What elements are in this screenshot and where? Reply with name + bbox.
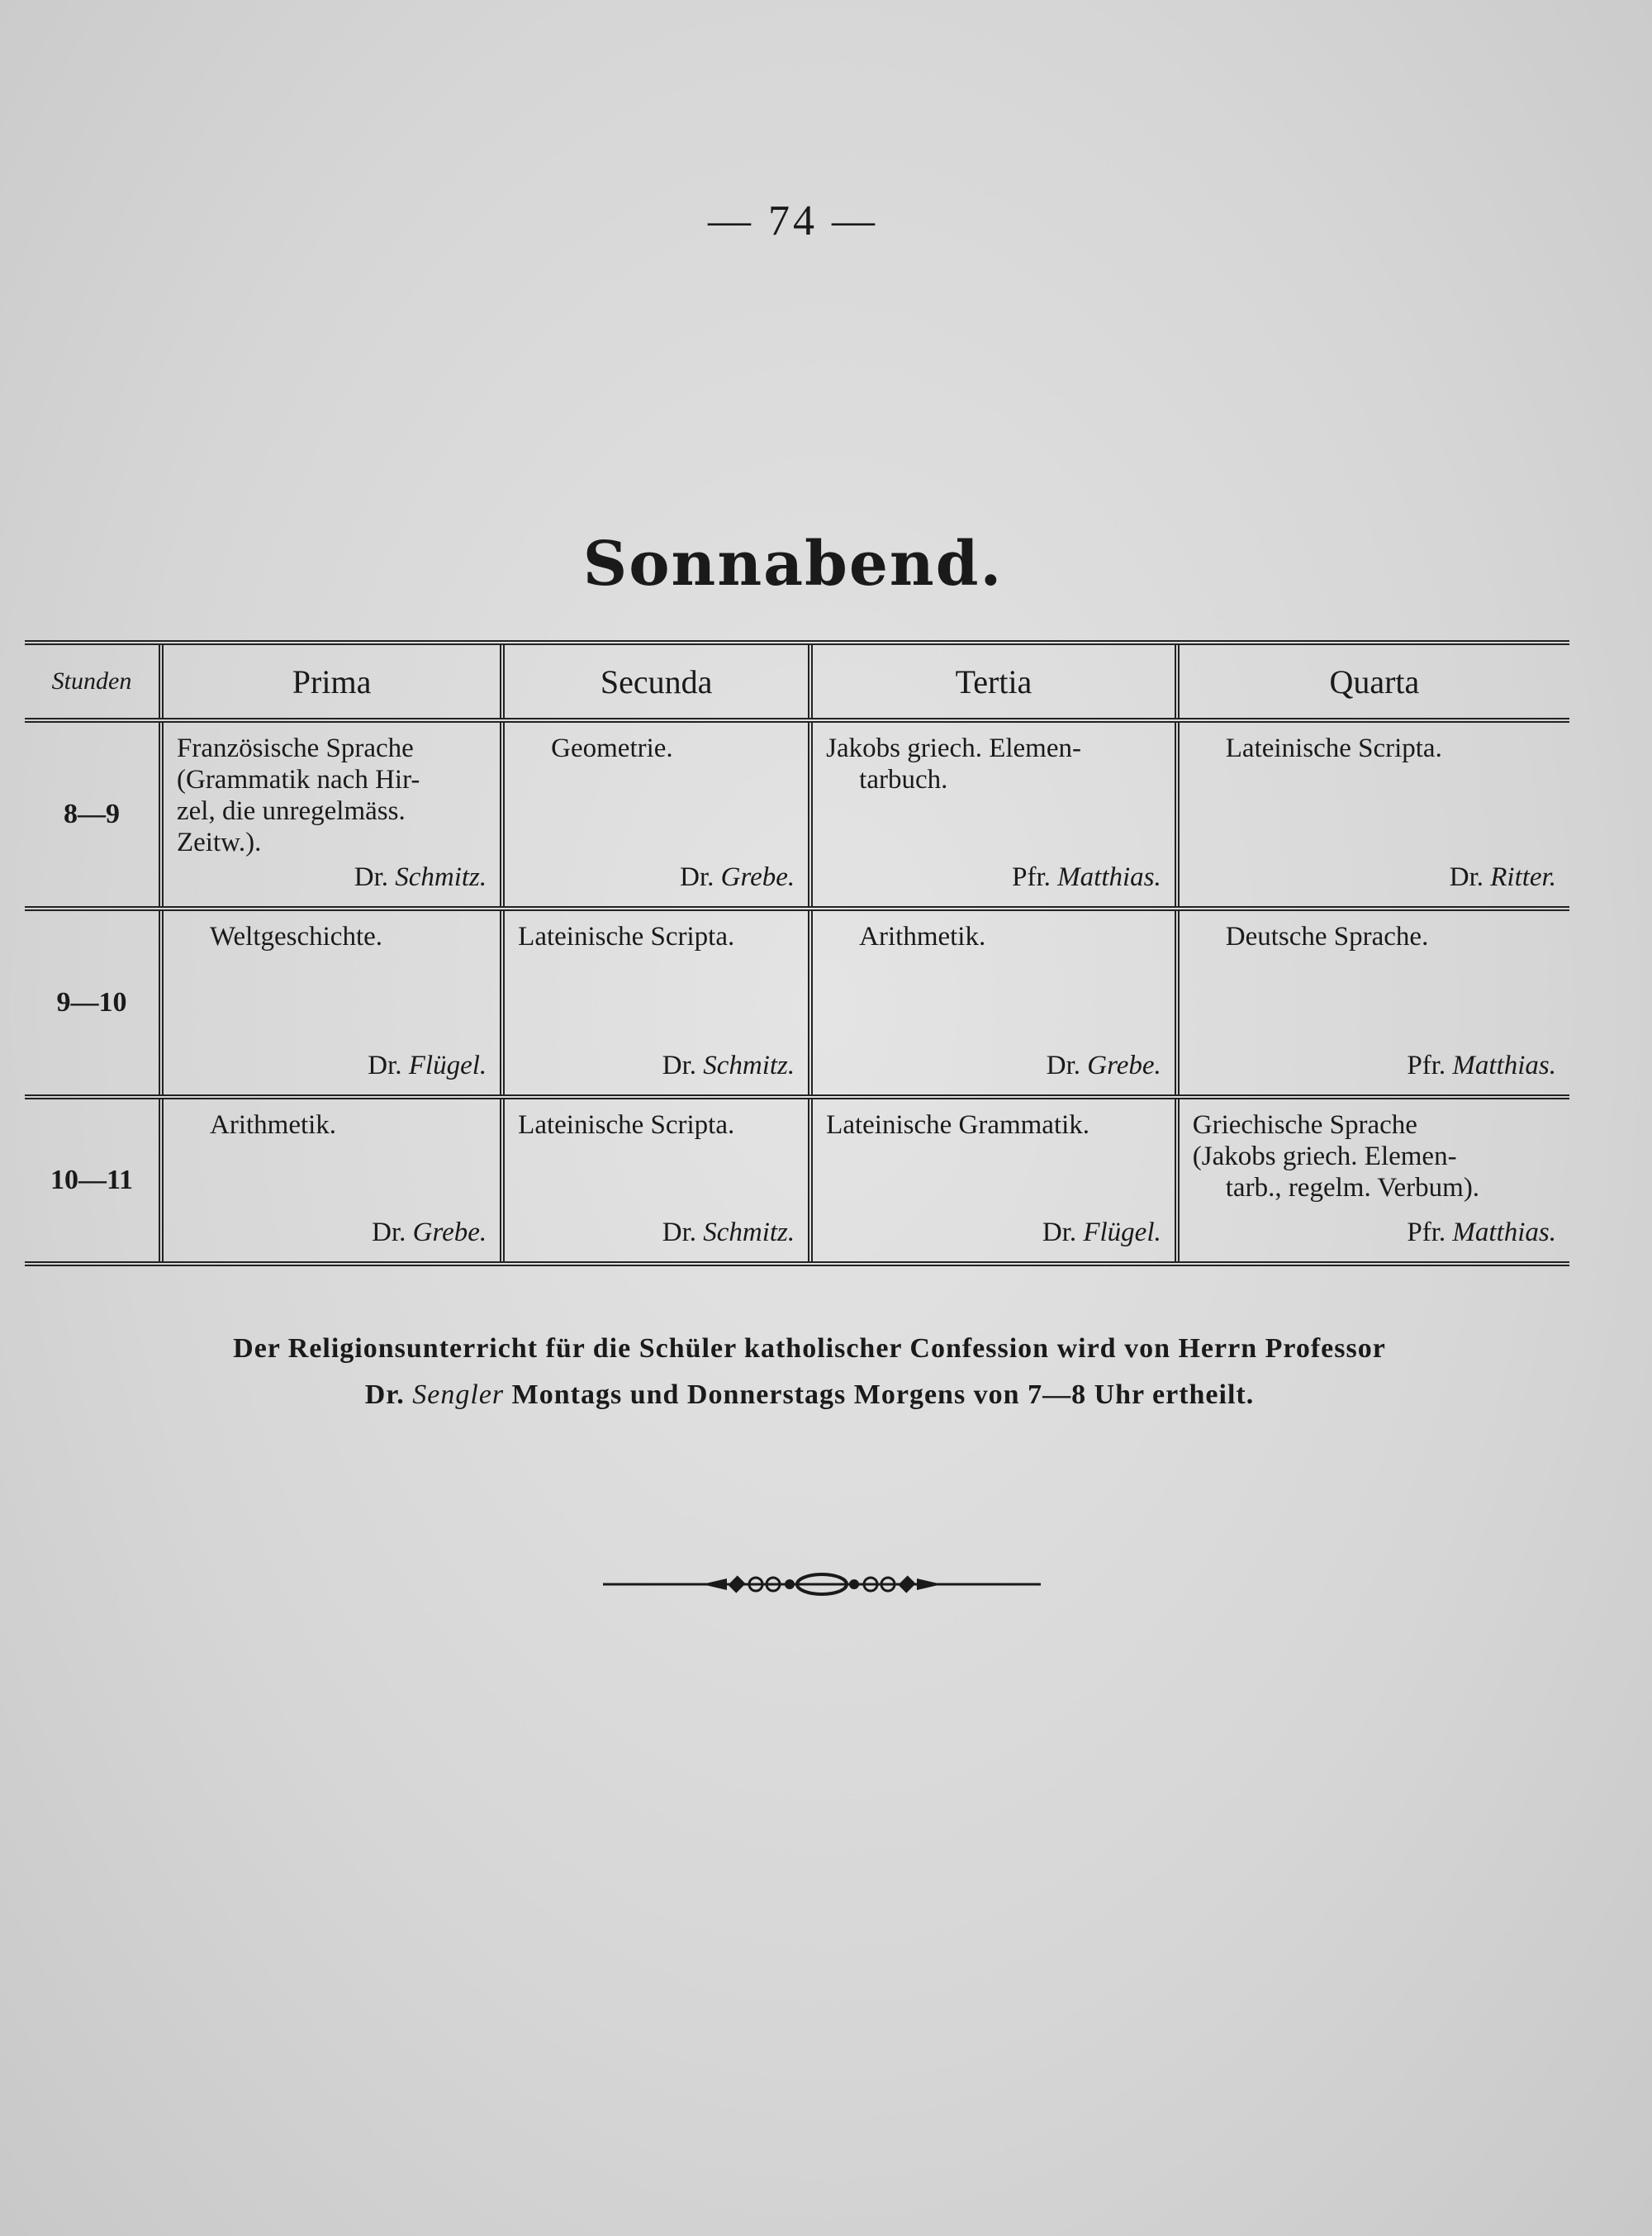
subject-line: zel, die unregelmäss.	[177, 796, 406, 826]
subject-line: tarbuch.	[859, 765, 948, 795]
header-tertia: Tertia	[810, 645, 1177, 720]
teacher-name: Matthias.	[1057, 862, 1161, 892]
teacher-name: Schmitz.	[703, 1051, 795, 1080]
ornament-divider	[603, 1568, 1041, 1601]
footnote-name: Sengler	[412, 1379, 505, 1410]
lesson-cell	[1177, 909, 1569, 1097]
lesson-cell	[810, 909, 1177, 1097]
teacher-title: Dr.	[1046, 1051, 1081, 1080]
footnote-line-2	[74, 1372, 1545, 1418]
teacher	[1407, 1050, 1556, 1081]
table-row	[25, 909, 1569, 1097]
footnote-title: Dr.	[364, 1379, 405, 1410]
subject-line: Lateinische Scripta.	[518, 922, 735, 952]
teacher-title: Dr.	[662, 1218, 696, 1247]
teacher-title: Pfr.	[1012, 862, 1051, 892]
lesson-cell	[161, 909, 502, 1097]
subject-line: Geometrie.	[551, 733, 673, 763]
lesson-cell	[502, 909, 810, 1097]
subject-line: Lateinische Grammatik.	[826, 1110, 1090, 1140]
header-stunden: Stunden	[25, 645, 161, 720]
teacher	[1047, 1050, 1161, 1081]
subject-line: Zeitw.).	[177, 828, 262, 857]
subject-line: Lateinische Scripta.	[518, 1110, 735, 1140]
teacher	[680, 862, 795, 893]
subject-line: (Jakobs griech. Elemen-	[1192, 1142, 1457, 1171]
footnote-line-1: Der Religionsunterricht für die Schüler katholischer Confession wird von Herrn Professor	[233, 1333, 1386, 1364]
timetable	[25, 640, 1569, 1266]
teacher-title: Dr.	[680, 862, 714, 892]
teacher-title: Pfr.	[1407, 1218, 1446, 1247]
hour-label: 8—9	[25, 720, 161, 909]
teacher-name: Grebe.	[412, 1218, 487, 1247]
lesson-cell	[1177, 720, 1569, 909]
teacher	[368, 1050, 487, 1081]
teacher-title: Dr.	[368, 1051, 402, 1080]
subject-line: Griechische Sprache	[1192, 1110, 1417, 1140]
teacher-name: Grebe.	[720, 862, 795, 892]
lesson-cell	[502, 1097, 810, 1264]
teacher-title: Pfr.	[1407, 1051, 1446, 1080]
teacher-name: Matthias.	[1452, 1218, 1556, 1247]
header-prima: Prima	[161, 645, 502, 720]
teacher-title: Dr.	[1449, 862, 1483, 892]
page-number: — 74 —	[708, 197, 878, 244]
teacher-name: Grebe.	[1087, 1051, 1161, 1080]
footnote-rest: Montags und Donnerstags Morgens von 7—8 Uhr ertheilt.	[511, 1379, 1255, 1410]
lesson-cell	[161, 1097, 502, 1264]
lesson-cell	[161, 720, 502, 909]
subject-line: Französische Sprache	[177, 733, 414, 763]
subject-line: Lateinische Scripta.	[1225, 733, 1442, 763]
hour-label: 9—10	[25, 909, 161, 1097]
teacher	[662, 1217, 795, 1248]
teacher-name: Schmitz.	[703, 1218, 795, 1247]
teacher	[1012, 862, 1161, 893]
footnote	[74, 1326, 1545, 1418]
teacher-title: Dr.	[372, 1218, 406, 1247]
lesson-cell	[1177, 1097, 1569, 1264]
teacher	[662, 1050, 795, 1081]
teacher-title: Dr.	[662, 1051, 696, 1080]
teacher-name: Flügel.	[408, 1051, 487, 1080]
teacher-name: Schmitz.	[395, 862, 487, 892]
hour-label: 10—11	[25, 1097, 161, 1264]
teacher	[1450, 862, 1556, 893]
subject-line: Arithmetik.	[210, 1110, 337, 1140]
table-row	[25, 720, 1569, 909]
lesson-cell	[810, 1097, 1177, 1264]
teacher	[354, 862, 487, 893]
teacher-name: Ritter.	[1490, 862, 1556, 892]
teacher	[372, 1217, 487, 1248]
teacher-title: Dr.	[1042, 1218, 1077, 1247]
teacher	[1407, 1217, 1556, 1248]
header-row	[25, 645, 1569, 720]
teacher-name: Flügel.	[1083, 1218, 1161, 1247]
table-row	[25, 1097, 1569, 1264]
teacher-title: Dr.	[354, 862, 388, 892]
teacher-name: Matthias.	[1452, 1051, 1556, 1080]
lesson-cell	[502, 720, 810, 909]
subject-line: tarb., regelm. Verbum).	[1225, 1173, 1480, 1203]
subject-line: Weltgeschichte.	[210, 922, 383, 952]
header-secunda: Secunda	[502, 645, 810, 720]
lesson-cell	[810, 720, 1177, 909]
page-title: Sonnabend.	[582, 529, 1004, 600]
teacher	[1042, 1217, 1161, 1248]
header-quarta: Quarta	[1177, 645, 1569, 720]
subject-line: Arithmetik.	[859, 922, 986, 952]
subject-line: (Grammatik nach Hir-	[177, 765, 420, 795]
subject-line: Deutsche Sprache.	[1225, 922, 1429, 952]
subject-line: Jakobs griech. Elemen-	[826, 733, 1081, 763]
